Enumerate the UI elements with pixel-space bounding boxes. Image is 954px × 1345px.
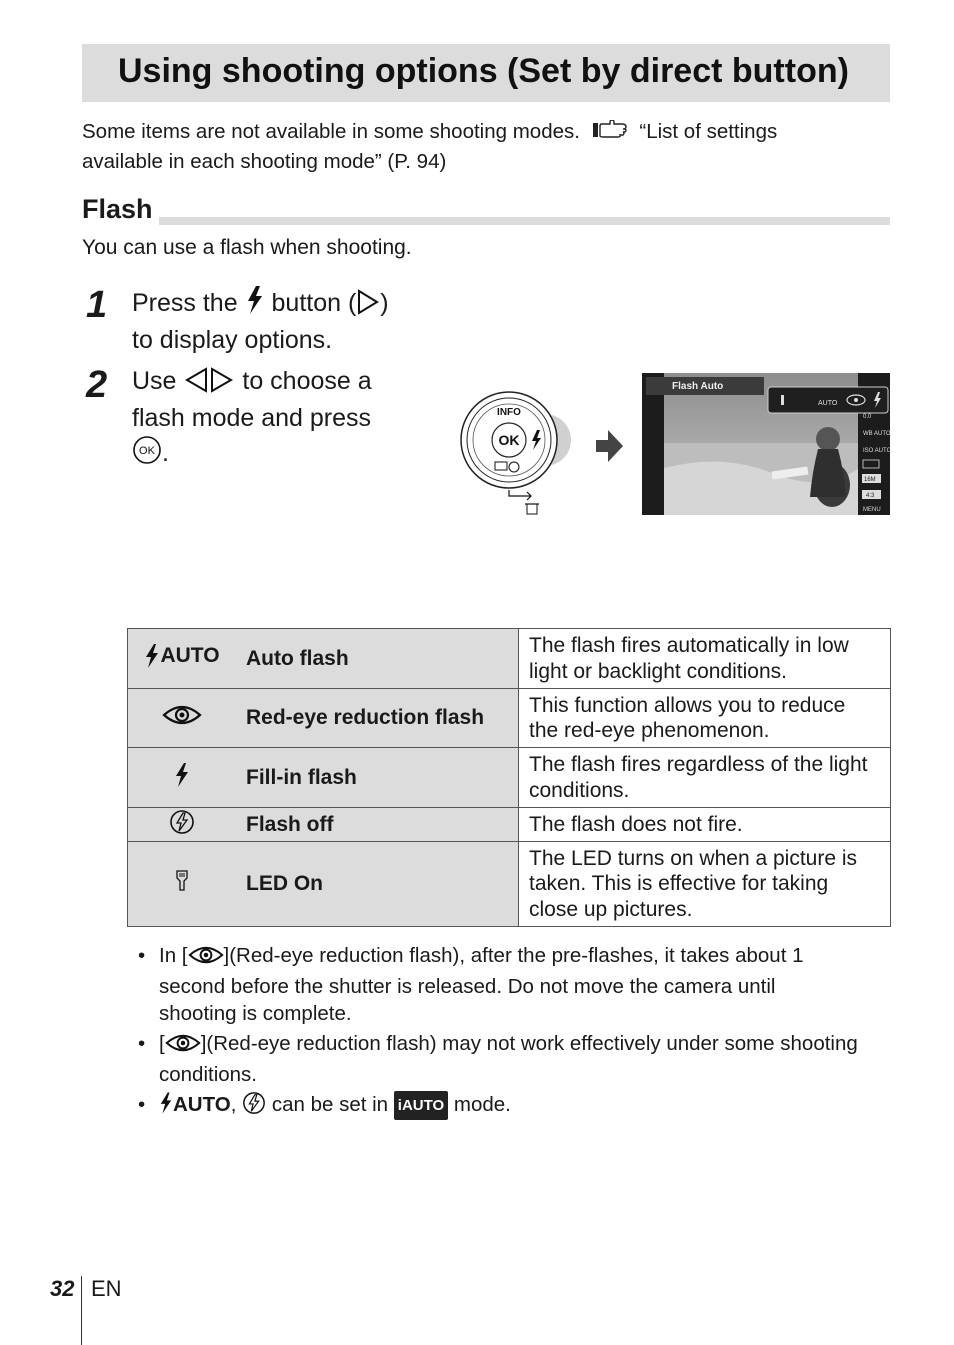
screen-flash-label: Flash Auto: [672, 381, 724, 392]
step-1-text-d: to display options.: [132, 326, 333, 354]
table-row: [128, 842, 891, 927]
icon-cell: [128, 748, 237, 808]
mode-name: Red-eye reduction flash: [236, 689, 519, 748]
flash-auto-text: AUTO: [160, 643, 220, 667]
camera-screen-illustration: [642, 373, 890, 520]
intro-text: [82, 118, 882, 176]
flash-off-icon: [242, 1091, 266, 1122]
step-1-text: [132, 285, 452, 357]
mode-description: This function allows you to reduce the red-eye phenomenon.: [519, 689, 891, 748]
mode-description: The LED turns on when a picture is taken. This is effective for taking close up pictures.: [519, 842, 891, 927]
screen-side-icon-5: MENU: [863, 507, 881, 513]
dial-ok-label: OK: [498, 432, 520, 448]
arrow-right-icon: [596, 428, 624, 469]
screen-side-icon-1: WB AUTO: [863, 431, 890, 437]
page-number-divider: [81, 1276, 82, 1345]
section-description: You can use a flash when shooting.: [82, 236, 412, 259]
step-2-text-b: to choose a: [242, 367, 372, 395]
iauto-mode-text: AUTO: [401, 1097, 445, 1114]
screen-side-icon-4: 4:3: [866, 493, 875, 499]
page-title: Using shooting options (Set by direct button): [118, 52, 849, 90]
step-2-text-a: Use: [132, 367, 177, 395]
mode-description: The flash fires regardless of the light conditions.: [519, 748, 891, 808]
note-item: • In [ ](Red-eye reduction flash), after the pre-flashes, it takes about 1 second before the shutter is released. Do not move the camera until shooting is complete.: [138, 944, 804, 1025]
icon-cell: [128, 808, 237, 842]
note-2-text-b: ](Red-eye reduction flash) may not work effectively under some shooting conditions.: [159, 1032, 858, 1086]
screen-side-icon-3: 16M: [864, 477, 876, 483]
note-item: • [ ](Red-eye reduction flash) may not work effectively under some shooting conditions.: [138, 1032, 858, 1086]
step-1-text-a: Press the: [132, 289, 238, 317]
reference-icon: [592, 120, 628, 148]
red-eye-icon: [165, 1032, 201, 1061]
intro-line2: available in each shooting mode” (P. 94): [82, 150, 447, 173]
icon-cell: [128, 629, 237, 689]
flash-icon: [245, 285, 265, 324]
step-1-text-b: button (: [271, 289, 357, 317]
page-number: 32: [50, 1276, 75, 1301]
section-heading: Flash: [82, 194, 159, 225]
step-2-text-c: flash mode and press: [132, 404, 372, 432]
note-3-auto: AUTO: [173, 1093, 231, 1116]
note-3-text: can be set in: [271, 1093, 389, 1116]
svg-text:OK: OK: [139, 445, 155, 457]
step-2-text: [132, 365, 432, 474]
flash-auto-icon: [144, 643, 219, 669]
flash-modes-table: [127, 628, 891, 927]
step-1-number: 1: [86, 284, 108, 326]
step-1-text-c: ): [380, 289, 389, 317]
intro-ref: “List of settings: [639, 120, 778, 143]
flash-auto-icon: [159, 1091, 173, 1122]
notes-list: [138, 942, 858, 1125]
mode-name: Auto flash: [236, 629, 519, 689]
note-1-text-a: In [: [159, 944, 188, 967]
note-3-end: mode.: [453, 1093, 511, 1116]
mode-name: Flash off: [236, 808, 519, 842]
right-arrow-icon: [356, 289, 380, 324]
screen-side-icon-2: ISO AUTO: [863, 448, 890, 454]
ok-button-icon: [132, 435, 162, 474]
screen-side-icon-0: 0.0: [863, 414, 872, 420]
mode-description: The flash does not fire.: [519, 808, 891, 842]
mode-name: LED On: [236, 842, 519, 927]
note-1-text-b: ](Red-eye reduction flash), after the pre-flashes, it takes about 1 second before the shutter is released. Do not move the camera until shooting is complete.: [159, 944, 804, 1025]
mode-description: The flash fires automatically in low light or backlight conditions.: [519, 629, 891, 689]
step-2-number: 2: [86, 364, 108, 406]
step-2-text-d: .: [162, 439, 169, 467]
control-dial-illustration: [455, 388, 580, 523]
section-rule: [82, 217, 890, 225]
note-item: • AUTO, can be set in iAUTO mode.: [138, 1091, 858, 1122]
iauto-mode-icon: iAUTO: [394, 1091, 448, 1120]
dial-info-label: INFO: [497, 407, 521, 418]
red-eye-icon: [162, 709, 202, 732]
icon-cell: [128, 842, 237, 927]
table-row: [128, 748, 891, 808]
table-row: [128, 629, 891, 689]
flash-icon: [174, 770, 190, 793]
icon-cell: [128, 689, 237, 748]
left-right-arrows-icon: [183, 367, 235, 402]
note-2-text-a: [: [159, 1032, 165, 1055]
table-row: [128, 808, 891, 842]
table-row: [128, 689, 891, 748]
intro-line1: Some items are not available in some shooting modes.: [82, 120, 580, 143]
red-eye-icon: [188, 944, 224, 973]
note-3-separator: ,: [230, 1093, 237, 1116]
mode-name: Fill-in flash: [236, 748, 519, 808]
page-language: EN: [91, 1276, 122, 1301]
flash-off-icon: [169, 817, 195, 840]
led-icon: [175, 874, 189, 897]
screen-auto-label: AUTO: [818, 400, 838, 407]
